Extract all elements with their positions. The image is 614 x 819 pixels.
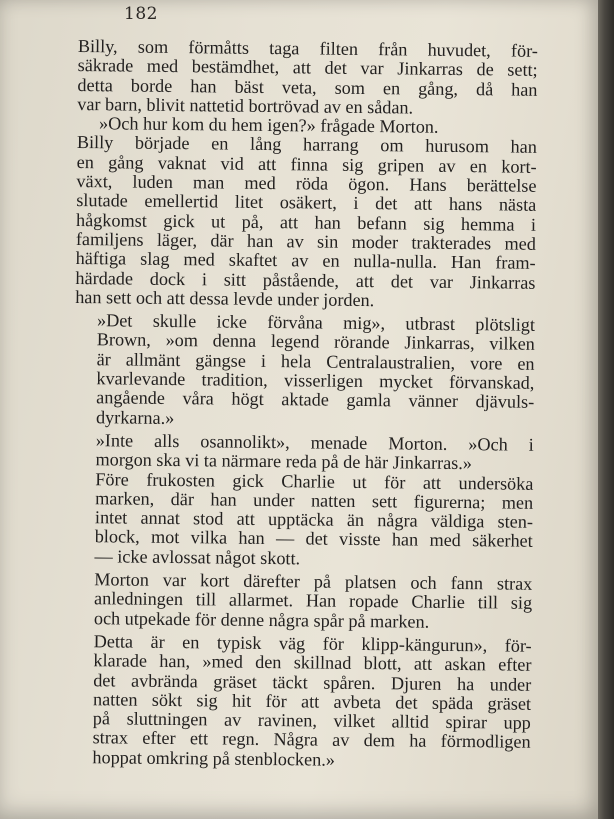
text-line: Morton var kort därefter på platsen och fann strax: [94, 569, 533, 594]
text-line: är allmänt gängse i hela Centralaustralien, vore en: [96, 348, 535, 374]
paragraph: [72, 570, 533, 633]
text-line: detta borde han bäst veta, som en gång, då han: [77, 74, 538, 100]
text-line: var barn, blivit nattetid bortrövad av en sådan.: [77, 93, 414, 118]
paragraph: [75, 133, 537, 311]
text-line: — icke avlossat något skott.: [94, 545, 301, 569]
text-line: »Det skulle icke förvåna mig», utbrast plötsligt: [96, 310, 536, 335]
text-line: Billy började en lång harrang om hurusom han: [76, 132, 537, 158]
text-line: familjens läger, där han av sin moder trakterades med: [75, 228, 536, 254]
text-line: det avbrända gräset täckt spåren. Djuren ha under: [93, 669, 532, 695]
text-line: en gång vaknat vid att finna sig gripen av en kort-: [76, 151, 537, 177]
text-line: hågkomst gick ut på, att han befann sig hemma i: [75, 209, 537, 235]
text-line: »Inte alls osannolikt», menade Morton. »Och i: [95, 430, 534, 455]
page-number: 182: [124, 4, 158, 24]
text-line: anledningen till allarmet. Han ropade Charlie till sig: [94, 588, 533, 614]
paragraph: [77, 37, 538, 119]
paragraph: [70, 632, 531, 772]
text-line: och utpekade för denne några spår på marken.: [93, 607, 430, 632]
body-text: [70, 37, 538, 772]
text-line: växt, luden man med röda ögon. Hans berättelse: [76, 171, 537, 196]
text-line: hoppat omkring på stenblocken.»: [92, 746, 336, 770]
text-line: klarade han, »med den skillnad blott, att askan efter: [93, 650, 532, 675]
paragraph: [73, 431, 533, 474]
text-line: strax efter ett regn. Några av dem ha förmodligen: [92, 727, 531, 753]
text-line: på sluttningen av ravinen, vilket alltid spirar upp: [92, 708, 531, 733]
text-line: kvarlevande tradition, visserligen mycket förvanskad,: [96, 368, 535, 393]
text-line: han sett och att dessa levde under jorden.: [75, 286, 375, 310]
text-line: marken, där han under natten sett figurerna; men: [95, 488, 534, 513]
text-line: intet annat stod att upptäcka än några väldiga sten-: [94, 507, 534, 532]
paragraph: [72, 470, 533, 571]
text-line: dyrkarna.»: [95, 406, 175, 428]
text-line: »Och hur kom du hem igen?» frågade Morton.: [98, 113, 439, 137]
text-line: Billy, som förmåtts taga filten från huvudet, för-: [77, 36, 538, 61]
text-line: härdade dock i sitt påstående, att det var Jinkarras: [75, 267, 536, 293]
text-line: block, mot vilka han — det visste han med säkerhet: [94, 526, 533, 552]
text-line: natten sökt sig hit för att avbeta det späda gräset: [92, 688, 532, 714]
text-line: Detta är en typisk väg för klipp-kängurun», för-: [93, 631, 532, 656]
text-line: Brown, »om denna legend rörande Jinkarras, vilken: [96, 329, 535, 355]
text-line: morgon ska vi ta närmare reda på de här Jinkarras.»: [95, 449, 473, 474]
text-line: angående våra högt aktade gamla vänner djävuls-: [96, 387, 535, 413]
page-edge-shadow: [598, 0, 614, 819]
text-line: häftiga slag med skaftet av en nulla-nulla. Han fram-: [75, 248, 536, 274]
text-line: säkrade med bestämdhet, att det var Jinkarras de sett;: [77, 55, 538, 81]
text-line: Före frukosten gick Charlie ut för att undersöka: [95, 468, 534, 494]
paragraph: [74, 311, 535, 432]
text-line: slutade emellertid litet osäkert, i det att hans nästa: [76, 190, 537, 216]
